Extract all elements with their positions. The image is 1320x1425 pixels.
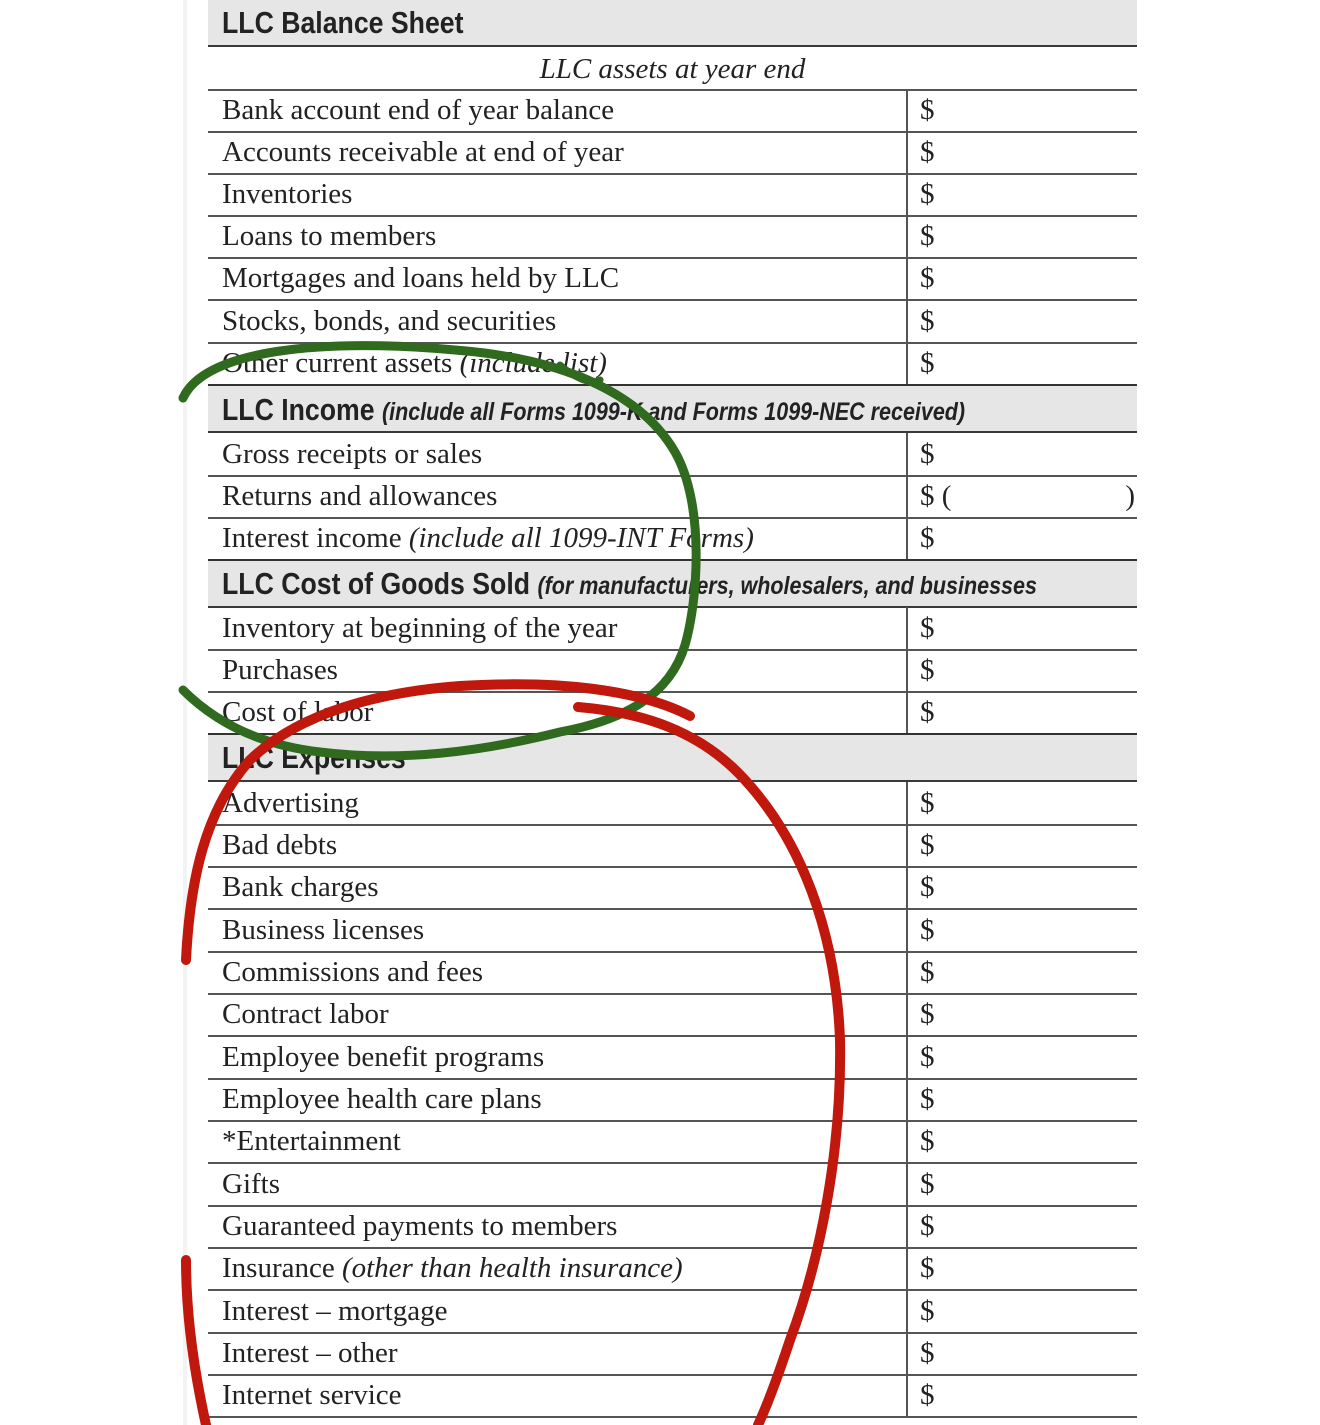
amount-field[interactable] [906, 1247, 1139, 1289]
dollar-sign: $ [920, 220, 935, 252]
expense-row [208, 1078, 1137, 1122]
row-label: Bad debts [222, 829, 338, 861]
expense-row [208, 1120, 1137, 1164]
row-label: Insurance (other than health insurance) [222, 1252, 683, 1284]
dollar-sign: $ [920, 1295, 935, 1327]
row-label: Commissions and fees [222, 956, 483, 988]
asset-row-inventories [208, 173, 1137, 217]
dollar-sign: $ [920, 829, 935, 861]
row-label: Returns and allowances [222, 480, 498, 512]
cogs-header [208, 561, 1137, 608]
amount-field[interactable] [906, 342, 1139, 384]
expense-row [208, 993, 1137, 1037]
amount-field[interactable] [906, 649, 1139, 691]
dollar-sign: $ [920, 1337, 935, 1369]
dollar-sign: $ [920, 1210, 935, 1242]
amount-field[interactable] [906, 475, 1139, 517]
row-label: Purchases [222, 654, 338, 686]
row-label: Advertising [222, 787, 359, 819]
row-label: Cost of labor [222, 696, 374, 728]
balance-sheet-title: LLC Balance Sheet [222, 5, 464, 40]
dollar-sign: $ [920, 1379, 935, 1411]
dollar-sign: $ [920, 914, 935, 946]
expense-row [208, 909, 1137, 953]
row-label: Interest income (include all 1099-INT Forms) [222, 522, 754, 554]
row-label: Accounts receivable at end of year [222, 136, 624, 168]
amount-field[interactable] [906, 909, 1139, 951]
amount-field[interactable] [906, 1078, 1139, 1120]
expense-row [208, 1036, 1137, 1080]
dollar-sign: $ [920, 1125, 935, 1157]
dollar-sign: $ [920, 696, 935, 728]
amount-field[interactable] [906, 782, 1139, 824]
dollar-sign: $ [920, 262, 935, 294]
dollar-sign: $ [920, 522, 935, 554]
assets-caption: LLC assets at year end [208, 47, 1137, 91]
dollar-sign: $ [920, 1041, 935, 1073]
dollar-sign: $ [920, 956, 935, 988]
row-label: Loans to members [222, 220, 437, 252]
expense-row [208, 1290, 1137, 1334]
cogs-row-inventory [208, 607, 1137, 651]
amount-field[interactable] [906, 993, 1139, 1035]
row-label: Interest – other [222, 1337, 398, 1369]
row-label: Gross receipts or sales [222, 438, 483, 470]
income-row-returns [208, 475, 1137, 519]
dollar-sign: $ [920, 1168, 935, 1200]
amount-field[interactable] [906, 824, 1139, 866]
amount-field[interactable] [906, 1205, 1139, 1247]
asset-row-bank [208, 89, 1137, 133]
dollar-sign: $ [920, 1083, 935, 1115]
asset-row-receivables [208, 131, 1137, 175]
income-subtitle: (include all Forms 1099-K and Forms 1099-NEC received) [381, 398, 966, 426]
income-title: LLC Income (include all Forms 1099-K and Forms 1099-NEC received) [222, 392, 966, 427]
dollar-sign: $ [920, 654, 935, 686]
expense-row [208, 1247, 1137, 1291]
amount-field[interactable] [906, 517, 1139, 559]
amount-field[interactable] [906, 1036, 1139, 1078]
dollar-sign: $ [920, 438, 935, 470]
cogs-title: LLC Cost of Goods Sold (for manufacturers, wholesalers, and businesses [222, 566, 1037, 601]
amount-field[interactable] [906, 607, 1139, 649]
amount-field[interactable] [906, 257, 1139, 299]
row-label: Contract labor [222, 998, 389, 1030]
closing-paren: ) [1125, 480, 1135, 512]
expenses-header [208, 735, 1137, 782]
expense-row [208, 1205, 1137, 1249]
row-label: Bank charges [222, 871, 379, 903]
amount-field[interactable] [906, 131, 1139, 173]
dollar-sign: $ [920, 94, 935, 126]
dollar-sign: $ [920, 1252, 935, 1284]
amount-field[interactable] [906, 89, 1139, 131]
dollar-sign: $ [920, 178, 935, 210]
amount-field[interactable] [906, 1374, 1139, 1416]
amount-field[interactable] [906, 1163, 1139, 1205]
expense-row [208, 951, 1137, 995]
cogs-subtitle: (for manufacturers, wholesalers, and businesses [537, 572, 1037, 600]
amount-field[interactable] [906, 433, 1139, 475]
income-row-interest [208, 517, 1137, 562]
expense-row [208, 782, 1137, 826]
expense-row [208, 866, 1137, 910]
row-note: (include all 1099-INT Forms) [408, 522, 754, 554]
amount-field[interactable] [906, 173, 1139, 215]
amount-field[interactable] [906, 691, 1139, 733]
row-label: *Entertainment [222, 1125, 401, 1157]
amount-field[interactable] [906, 866, 1139, 908]
row-note: (include list) [459, 347, 607, 379]
row-label: Employee benefit programs [222, 1041, 545, 1073]
row-label: Stocks, bonds, and securities [222, 305, 557, 337]
dollar-sign: $ [920, 612, 935, 644]
dollar-sign: $ [920, 305, 935, 337]
expense-row [208, 1332, 1137, 1376]
income-row-gross [208, 433, 1137, 477]
dollar-sign: $ [920, 347, 935, 379]
dollar-sign: $ [920, 787, 935, 819]
expense-row [208, 1374, 1137, 1418]
expense-row [208, 824, 1137, 868]
row-label: Mortgages and loans held by LLC [222, 262, 620, 294]
row-note: (other than health insurance) [341, 1252, 683, 1284]
asset-row-securities [208, 300, 1137, 344]
cogs-row-labor [208, 691, 1137, 736]
row-label: Interest – mortgage [222, 1295, 448, 1327]
row-label: Inventory at beginning of the year [222, 612, 618, 644]
asset-row-mortgages [208, 257, 1137, 301]
row-label: Other current assets (include list) [222, 347, 607, 379]
amount-field[interactable] [906, 1290, 1139, 1332]
amount-field[interactable] [906, 951, 1139, 993]
row-label: Guaranteed payments to members [222, 1210, 618, 1242]
dollar-sign: $ [920, 136, 935, 168]
row-label: Bank account end of year balance [222, 94, 615, 126]
row-label: Inventories [222, 178, 353, 210]
row-label: Internet service [222, 1379, 402, 1411]
dollar-sign: $ [920, 871, 935, 903]
cogs-row-purchases [208, 649, 1137, 693]
row-label: Business licenses [222, 914, 425, 946]
asset-row-other [208, 342, 1137, 387]
asset-row-loans [208, 215, 1137, 259]
expenses-title: LLC Expenses [222, 740, 406, 775]
amount-field[interactable] [906, 300, 1139, 342]
amount-field[interactable] [906, 1120, 1139, 1162]
balance-sheet-header [208, 0, 1137, 47]
row-label: Employee health care plans [222, 1083, 542, 1115]
page-edge [183, 0, 187, 1425]
dollar-sign: $ ( [920, 480, 952, 512]
amount-field[interactable] [906, 215, 1139, 257]
row-label: Gifts [222, 1168, 280, 1200]
amount-field[interactable] [906, 1332, 1139, 1374]
expense-row [208, 1163, 1137, 1207]
income-header [208, 386, 1137, 433]
dollar-sign: $ [920, 998, 935, 1030]
